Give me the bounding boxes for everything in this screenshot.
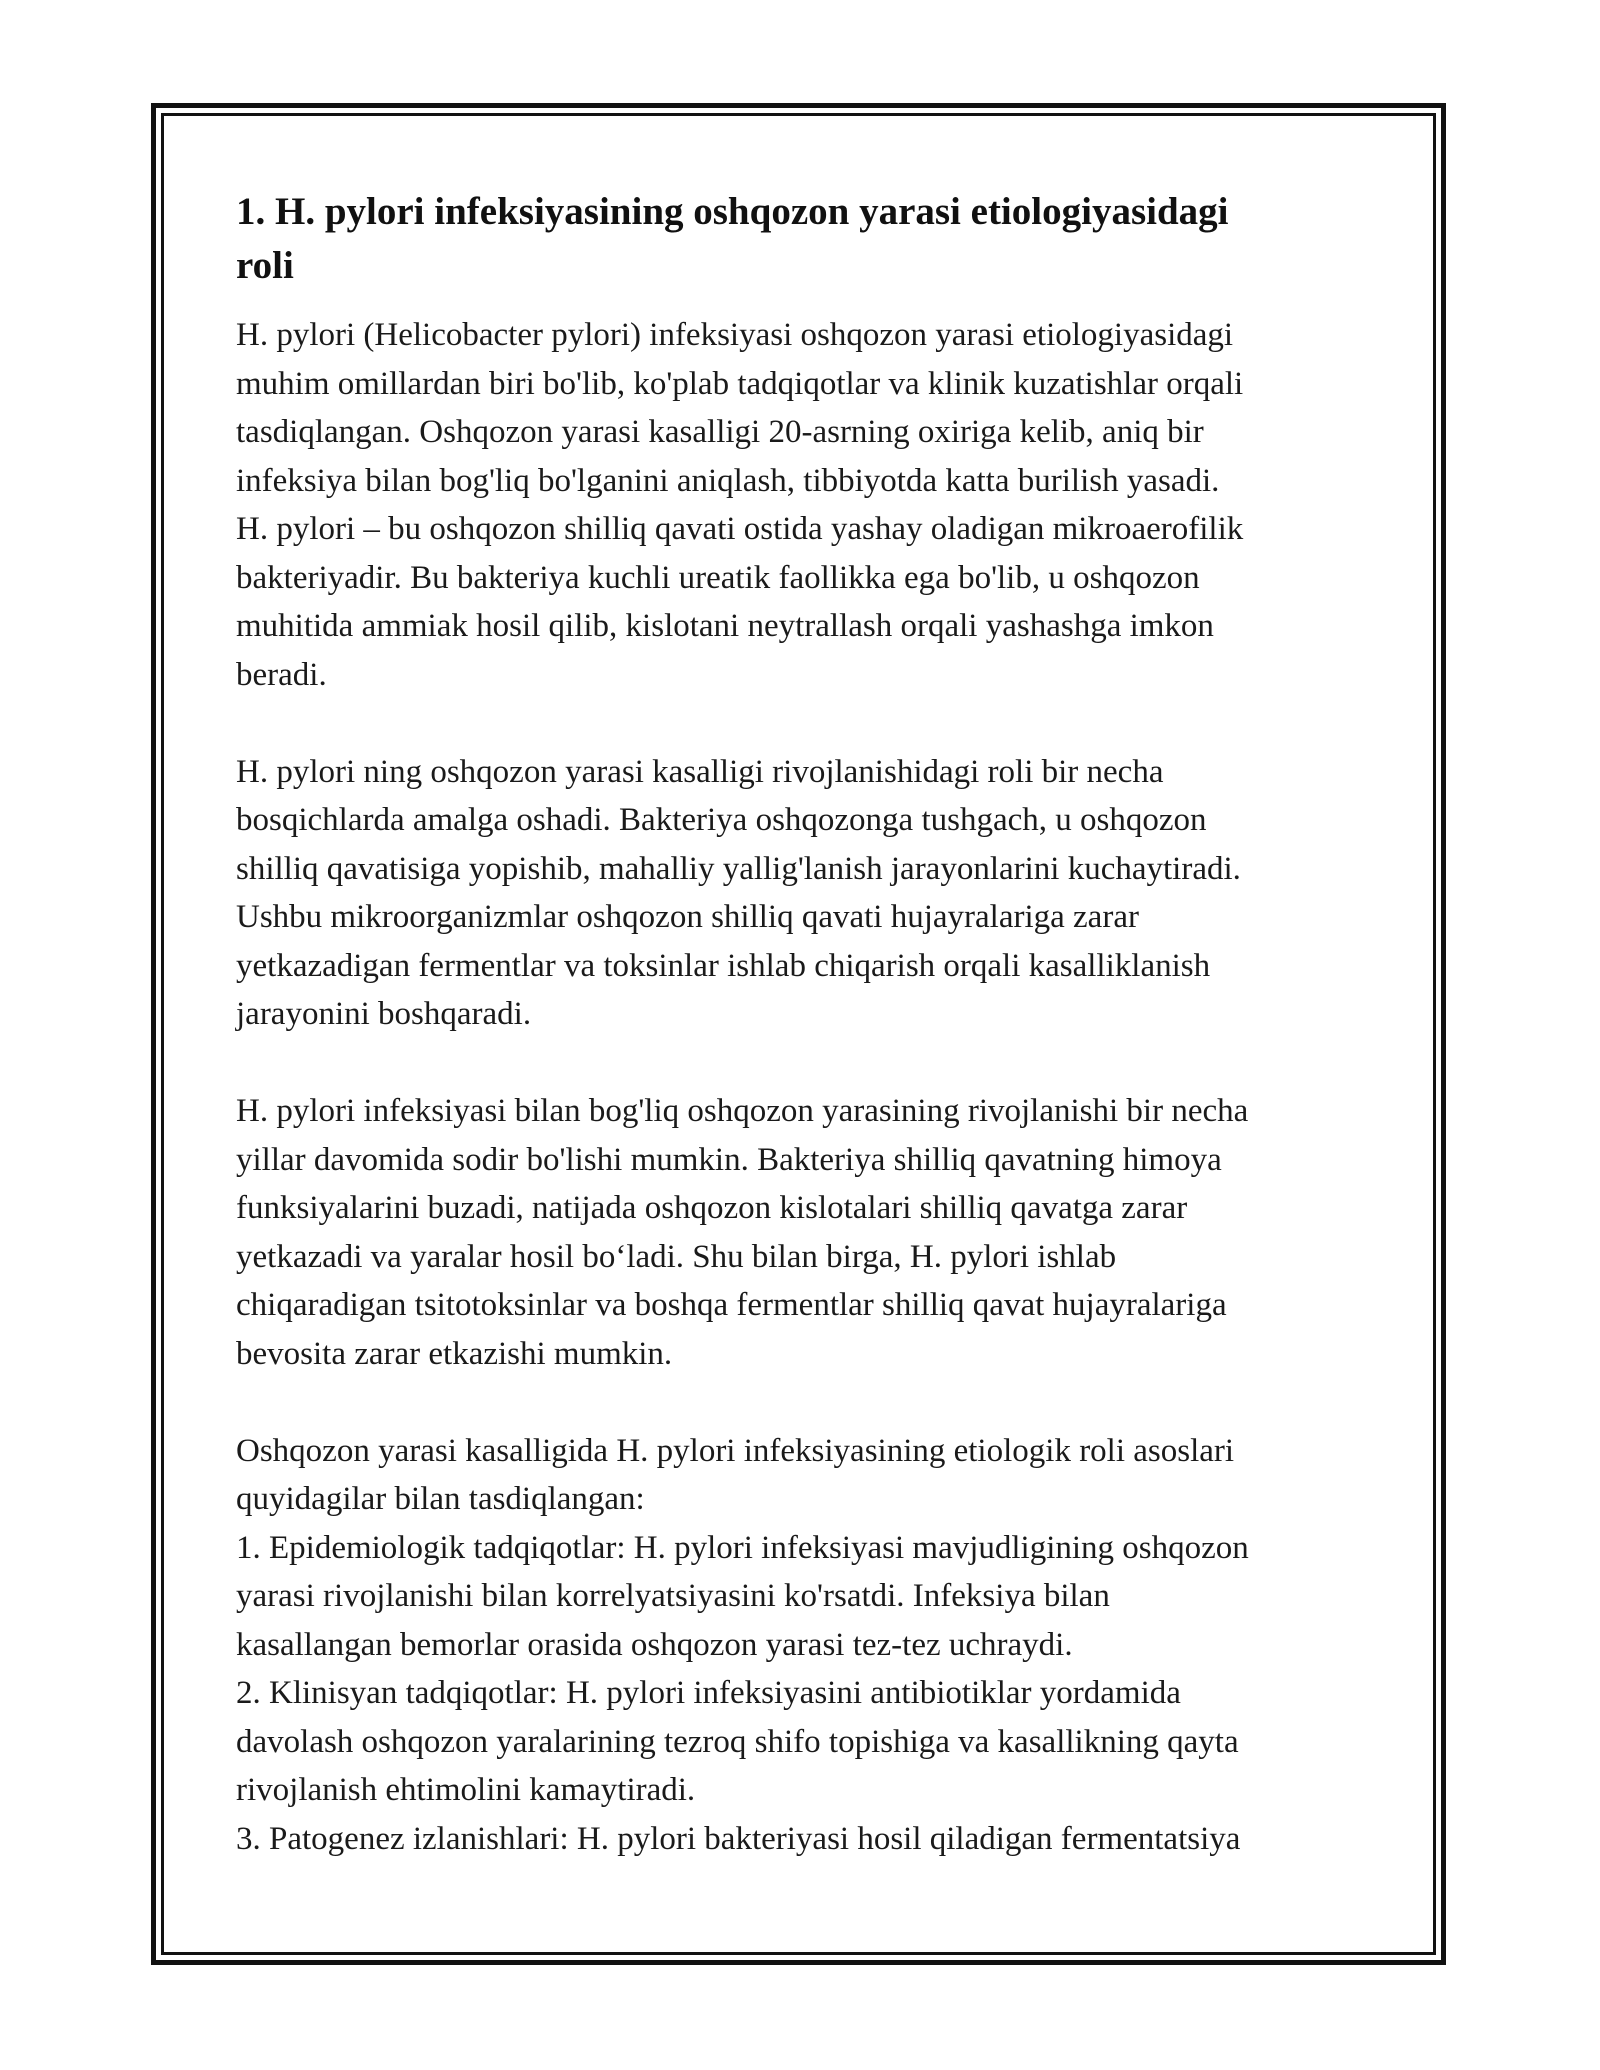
list-item-line: davolash oshqozon yaralarining tezroq shifo topishiga va kasallikning qayta [236,1723,1239,1760]
text-line: muhim omillardan biri bo'lib, ko'plab tadqiqotlar va klinik kuzatishlar orqali [236,365,1244,402]
list-item-line: rivojlanish ehtimolini kamaytiradi. [236,1772,696,1808]
document-body [236,185,1376,1863]
section-heading [236,185,1376,293]
text-line: H. pylori infeksiyasi bilan bog'liq oshqozon yarasining rivojlanishi bir necha [236,1093,1249,1129]
paragraph-1 [236,311,1376,699]
list-item-line: 2. Klinisyan tadqiqotlar: H. pylori infeksiyasini antibiotiklar yordamida [236,1675,1181,1711]
list-item-line: kasallangan bemorlar orasida oshqozon yarasi tez-tez uchraydi. [236,1626,1073,1663]
text-line: tasdiqlangan. Oshqozon yarasi kasalligi 20-asrning oxiriga kelib, aniq bir [236,414,1204,450]
text-line: yetkazadi va yaralar hosil bo‘ladi. Shu bilan birga, H. pylori ishlab [236,1238,1117,1275]
text-line: bakteriyadir. Bu bakteriya kuchli ureatik faollikka ega bo'lib, u oshqozon [236,559,1200,596]
text-line: jarayonini boshqaradi. [236,996,532,1032]
list-item-line: 3. Patogenez izlanishlari: H. pylori bakteriyasi hosil qiladigan fermentatsiya [236,1820,1241,1857]
text-line: beradi. [236,656,327,693]
text-line: bevosita zarar etkazishi mumkin. [236,1335,673,1372]
paragraph-gap [236,699,1376,748]
text-line: chiqaradigan tsitotoksinlar va boshqa fermentlar shilliq qavat hujayralariga [236,1287,1227,1323]
text-line: funksiyalarini buzadi, natijada oshqozon kislotalari shilliq qavatga zarar [236,1190,1188,1226]
text-line: H. pylori (Helicobacter pylori) infeksiyasi oshqozon yarasi etiologiyasidagi [236,317,1234,353]
text-line: shilliq qavatisiga yopishib, mahalliy yallig'lanish jarayonlarini kuchaytiradi. [236,850,1241,887]
paragraph-3 [236,1087,1376,1378]
text-line: quyidagilar bilan tasdiqlangan: [236,1481,645,1517]
heading-line: roli [236,244,294,287]
text-line: bosqichlarda amalga oshadi. Bakteriya oshqozonga tushgach, u oshqozon [236,802,1207,838]
text-line: H. pylori – bu oshqozon shilliq qavati ostida yashay oladigan mikroaerofilik [236,511,1244,547]
heading-line: 1. H. pylori infeksiyasining oshqozon yarasi etiologiyasidagi [236,190,1229,233]
paragraph-gap [236,1378,1376,1427]
text-line: H. pylori ning oshqozon yarasi kasalligi rivojlanishidagi roli bir necha [236,753,1164,790]
text-line: infeksiya bilan bog'liq bo'lganini aniqlash, tibbiyotda katta burilish yasadi. [236,462,1220,499]
text-line: yetkazadigan fermentlar va toksinlar ishlab chiqarish orqali kasalliklanish [236,947,1211,984]
text-line: muhitida ammiak hosil qilib, kislotani neytrallash orqali yashashga imkon [236,608,1214,644]
text-line: Ushbu mikroorganizmlar oshqozon shilliq qavati hujayralariga zarar [236,899,1139,935]
list-item-line: 1. Epidemiologik tadqiqotlar: H. pylori infeksiyasi mavjudligining oshqozon [236,1529,1249,1566]
text-line: Oshqozon yarasi kasalligida H. pylori infeksiyasining etiologik roli asoslari [236,1432,1235,1469]
text-line: yillar davomida sodir bo'lishi mumkin. Bakteriya shilliq qavatning himoya [236,1141,1222,1178]
list-item-line: yarasi rivojlanishi bilan korrelyatsiyasini ko'rsatdi. Infeksiya bilan [236,1578,1110,1614]
paragraph-2 [236,748,1376,1039]
paragraph-4 [236,1427,1376,1864]
paragraph-gap [236,1039,1376,1088]
